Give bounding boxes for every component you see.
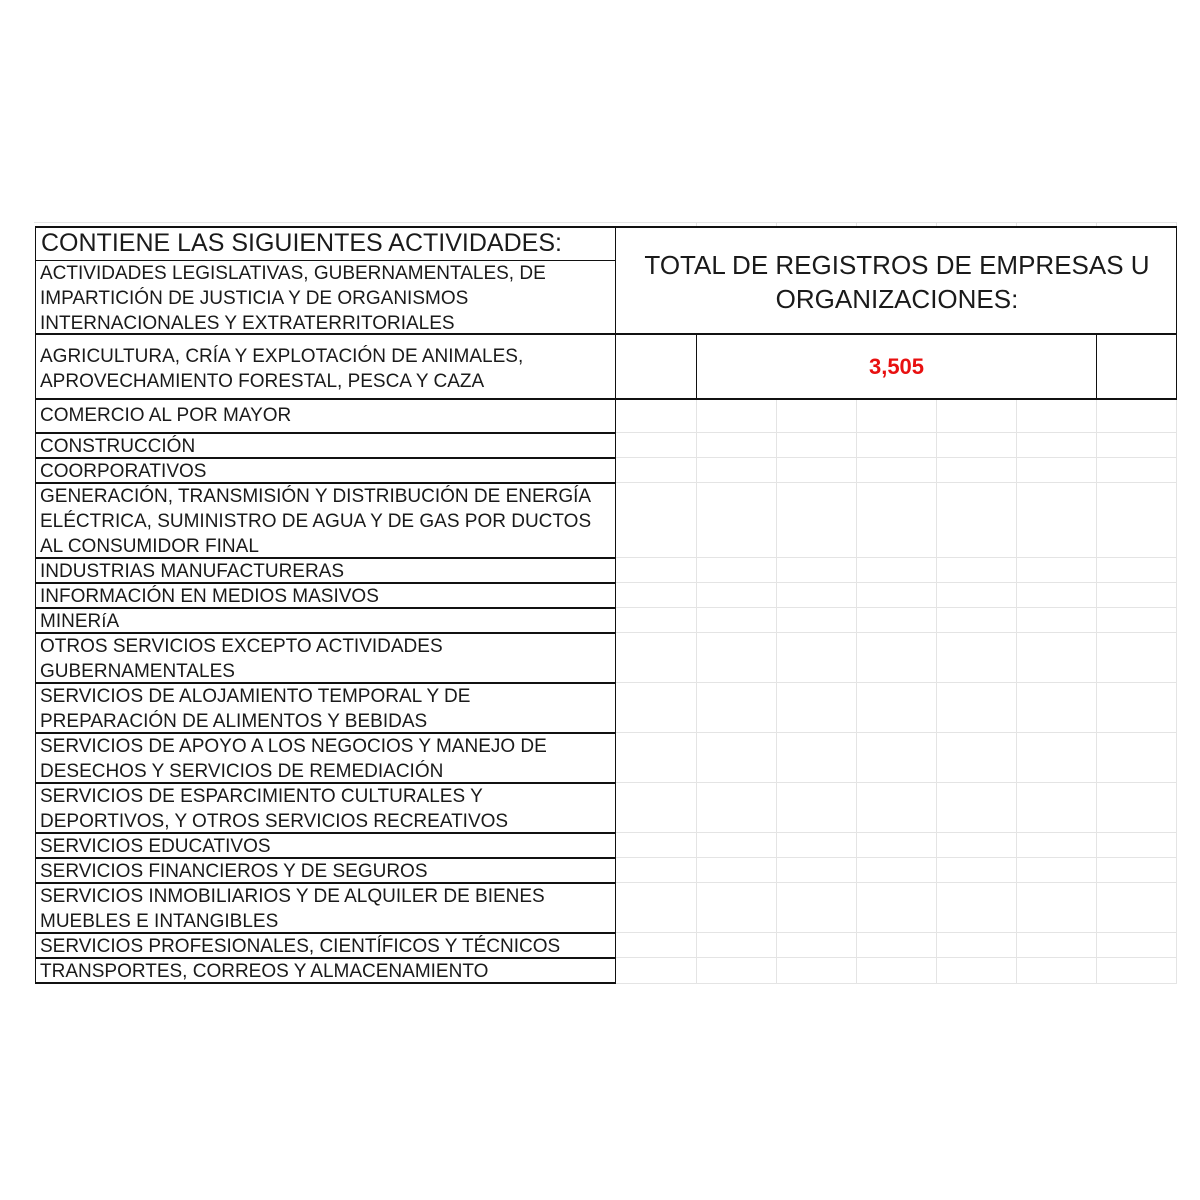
border-horizontal [35,607,616,609]
total-value-cell[interactable] [697,336,1096,398]
gridline-horizontal [616,432,1177,433]
activity-cell[interactable] [35,434,615,458]
border-horizontal [35,333,1177,335]
total-header-cell[interactable] [617,227,1177,332]
gridline-horizontal [616,857,1177,858]
border-vertical [1176,226,1177,398]
gridline-vertical [856,398,857,984]
border-horizontal [35,882,616,884]
activities-header-label: CONTIENE LAS SIGUIENTES ACTIVIDADES: [41,229,562,257]
gridline-horizontal [616,607,1177,608]
activity-label: SERVICIOS DE APOYO A LOS NEGOCIOS Y MANEJO DE DESECHOS Y SERVICIOS DE REMEDIACIÓN [40,736,547,782]
border-horizontal [35,226,1177,228]
gridline-horizontal [616,882,1177,883]
border-horizontal [35,582,616,584]
border-horizontal [35,957,616,959]
gridline-vertical [1016,398,1017,984]
border-horizontal [35,398,1177,400]
activity-cell[interactable] [35,934,615,958]
border-vertical [35,226,36,984]
gridline-horizontal [616,457,1177,458]
activity-cell[interactable] [35,734,615,783]
activity-cell[interactable] [35,834,615,858]
border-horizontal [35,260,616,261]
gridline-horizontal [616,732,1177,733]
gridline-horizontal [616,582,1177,583]
gridline-horizontal [34,222,1177,223]
activity-label: SERVICIOS FINANCIEROS Y DE SEGUROS [40,861,428,882]
activities-header-cell[interactable] [37,227,615,260]
activity-label: SERVICIOS DE ALOJAMIENTO TEMPORAL Y DE PREPARACIÓN DE ALIMENTOS Y BEBIDAS [40,686,471,732]
border-vertical [1096,333,1097,398]
activity-label: INFORMACIÓN EN MEDIOS MASIVOS [40,586,379,607]
gridline-vertical [776,398,777,984]
gridline-horizontal [616,782,1177,783]
border-horizontal [35,682,616,684]
gridline-horizontal [616,682,1177,683]
activity-label: SERVICIOS INMOBILIARIOS Y DE ALQUILER DE BIENES MUEBLES E INTANGIBLES [40,886,545,932]
activity-label: SERVICIOS PROFESIONALES, CIENTÍFICOS Y TÉCNICOS [40,936,561,957]
total-value: 3,505 [868,354,925,379]
activity-cell[interactable] [35,584,615,608]
activity-label: CONSTRUCCIÓN [40,436,196,457]
activity-cell[interactable] [35,403,615,433]
border-horizontal [35,932,616,934]
activity-label: AGRICULTURA, CRÍA Y EXPLOTACIÓN DE ANIMALES, APROVECHAMIENTO FORESTAL, PESCA Y CAZA [40,346,524,392]
border-horizontal [35,482,616,484]
activity-label: COMERCIO AL POR MAYOR [40,405,292,426]
activity-cell[interactable] [35,344,615,398]
activity-label: TRANSPORTES, CORREOS Y ALMACENAMIENTO [40,961,489,982]
activity-cell[interactable] [35,959,615,983]
activity-label: INDUSTRIAS MANUFACTURERAS [40,561,345,582]
gridline-horizontal [616,957,1177,958]
activity-cell[interactable] [35,261,615,333]
border-vertical [615,226,616,984]
border-horizontal [35,557,616,559]
border-horizontal [35,457,616,459]
activity-label: COORPORATIVOS [40,461,207,482]
activity-cell[interactable] [35,459,615,483]
border-horizontal [35,432,616,434]
activity-cell[interactable] [35,684,615,733]
gridline-vertical [696,398,697,984]
activity-cell[interactable] [35,634,615,683]
gridline-vertical [936,398,937,984]
activity-label: ACTIVIDADES LEGISLATIVAS, GUBERNAMENTALES, DE IMPARTICIÓN DE JUSTICIA Y DE ORGANISMOS INTERNACIONALES Y EXTRATERRITORIALES [40,263,546,333]
activity-cell[interactable] [35,784,615,833]
gridline-horizontal [616,557,1177,558]
activity-label: MINERíA [40,611,120,632]
activity-cell[interactable] [35,609,615,633]
activity-label: OTROS SERVICIOS EXCEPTO ACTIVIDADES GUBERNAMENTALES [40,636,443,682]
border-vertical [696,333,697,398]
border-horizontal [35,857,616,859]
gridline-horizontal [616,482,1177,483]
total-header-label: TOTAL DE REGISTROS DE EMPRESAS U ORGANIZACIONES: [644,249,1150,314]
border-horizontal [35,832,616,834]
gridline-horizontal [616,932,1177,933]
border-horizontal [35,732,616,734]
activity-cell[interactable] [35,559,615,583]
border-horizontal [35,782,616,784]
gridline-horizontal [616,983,1177,984]
activity-label: SERVICIOS EDUCATIVOS [40,836,271,857]
activity-cell[interactable] [35,859,615,883]
gridline-horizontal [616,832,1177,833]
activity-label: GENERACIÓN, TRANSMISIÓN Y DISTRIBUCIÓN DE ENERGÍA ELÉCTRICA, SUMINISTRO DE AGUA Y DE GAS POR DUCTOS AL CONSUMIDOR FINAL [40,486,592,557]
activity-cell[interactable] [35,484,615,558]
gridline-horizontal [616,632,1177,633]
activity-cell[interactable] [35,884,615,933]
gridline-vertical [1176,398,1177,984]
border-horizontal [35,982,616,984]
gridline-vertical [1096,398,1097,984]
border-horizontal [35,632,616,634]
activity-label: SERVICIOS DE ESPARCIMIENTO CULTURALES Y DEPORTIVOS, Y OTROS SERVICIOS RECREATIVOS [40,786,509,832]
